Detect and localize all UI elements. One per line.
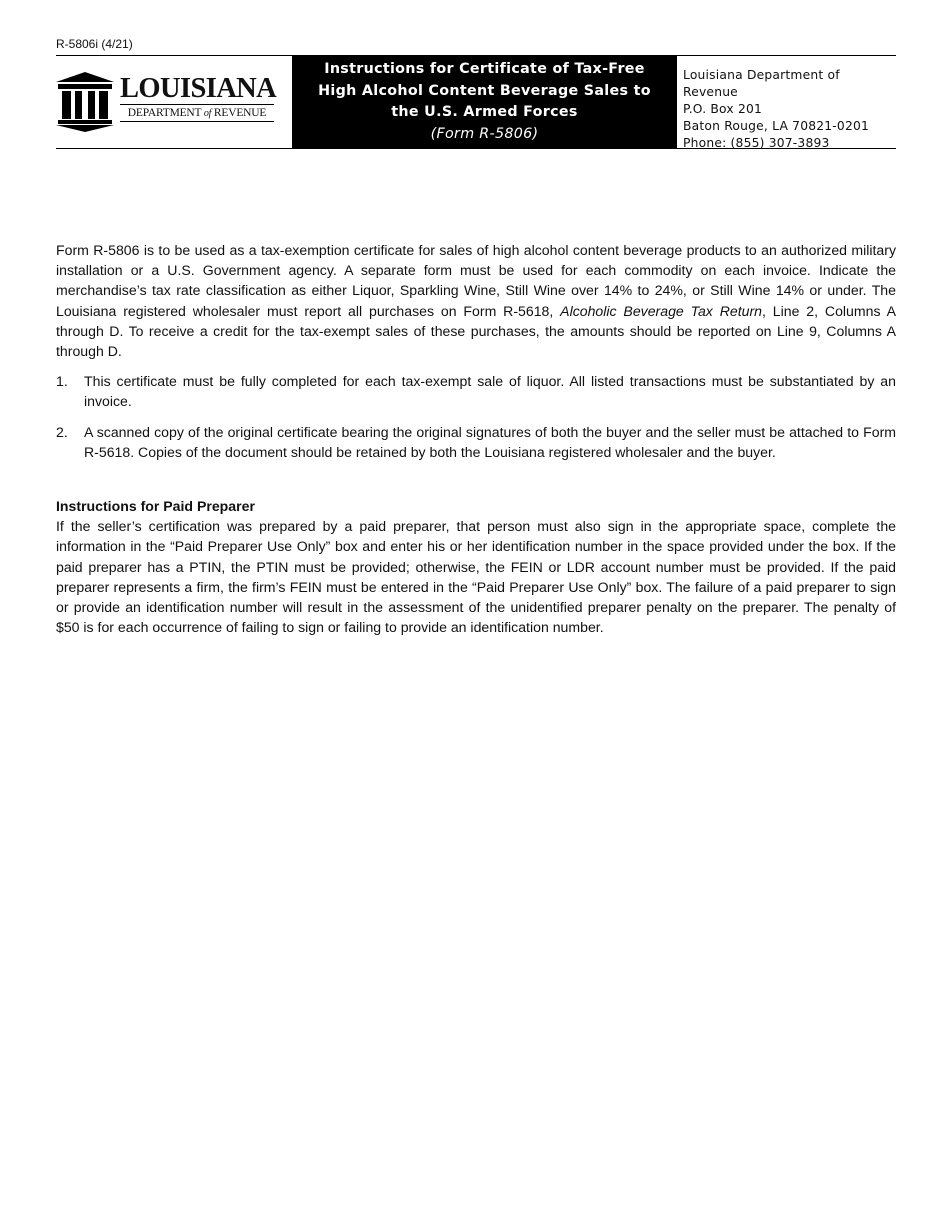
preparer-paragraph: If the seller’s certification was prepared by a paid preparer, that person must also sign in the appropriate space, complete the information in the “Paid Preparer Use Only” box and enter his or her identification number in the space provided under the box. If the paid preparer has a PTIN, the PTIN must be provided; otherwise, the FEIN or LDR account number must be provided. If the paid preparer represents a firm, the firm’s FEIN must be entered in the “Paid Preparer Use Only” box. The failure of a paid preparer to sign or provide an identification number will result in the assessment of the unidentified preparer penalty on the preparer. The penalty of $50 is for each occurrence of failing to sign or failing to provide an identification number. (56, 518, 896, 636)
list-item-number: 2. (56, 423, 68, 440)
ldr-logo (56, 56, 292, 148)
address-city: Baton Rouge, LA 70821-0201 (683, 119, 870, 133)
address-box: P.O. Box 201 (683, 102, 763, 116)
title-subtitle: (Form R-5806) (430, 125, 539, 142)
header (56, 55, 896, 149)
logo-department: DEPARTMENT of REVENUE (120, 107, 274, 122)
title-line-1: Instructions for Certificate of Tax-Free (324, 61, 645, 77)
capitol-building-icon (56, 72, 114, 132)
document-title (292, 56, 677, 148)
logo-name: LOUISIANA (120, 73, 277, 104)
title-line-2: High Alcohol Content Beverage Sales to (318, 82, 651, 99)
list-item-text: This certificate must be fully completed for each tax-exempt sale of liquor. All listed transactions must be substantiated by an invoice. (84, 373, 896, 410)
preparer-heading: Instructions for Paid Preparer (56, 498, 255, 515)
list-item (56, 422, 896, 462)
instruction-list (56, 371, 896, 462)
list-item-text: A scanned copy of the original certificate bearing the original signatures of both the buyer and the seller must be attached to Form R-5618. Copies of the document should be retained by both the Louisiana registered wholesaler and the buyer. (84, 423, 896, 460)
agency-address (683, 67, 896, 152)
address-org: Louisiana Department of Revenue (683, 68, 840, 99)
form-code: R-5806i (4/21) (56, 37, 133, 51)
list-item (56, 371, 896, 411)
address-phone: Phone: (855) 307-3893 (683, 136, 830, 150)
list-item-number: 1. (56, 373, 68, 390)
document-body (56, 240, 896, 637)
title-line-3: the U.S. Armed Forces (391, 104, 578, 120)
intro-paragraph: Form R-5806 is to be used as a tax-exemption certificate for sales of high alcohol content beverage products to an authorized military installation or a U.S. Government agency. A separate form must be used for each commodity on each invoice. Indicate the merchandise’s tax rate classification as either Liquor, Sparkling Wine, Still Wine over 14% to 24%, or Still Wine 14% or under. The Louisiana registered wholesaler must report all purchases on Form R-5618, Alcoholic Beverage Tax Return, Line 2, Columns A through D. To receive a credit for the tax-exempt sales of these purchases, the amounts should be reported on Line 9, Columns A through D. (56, 242, 896, 360)
